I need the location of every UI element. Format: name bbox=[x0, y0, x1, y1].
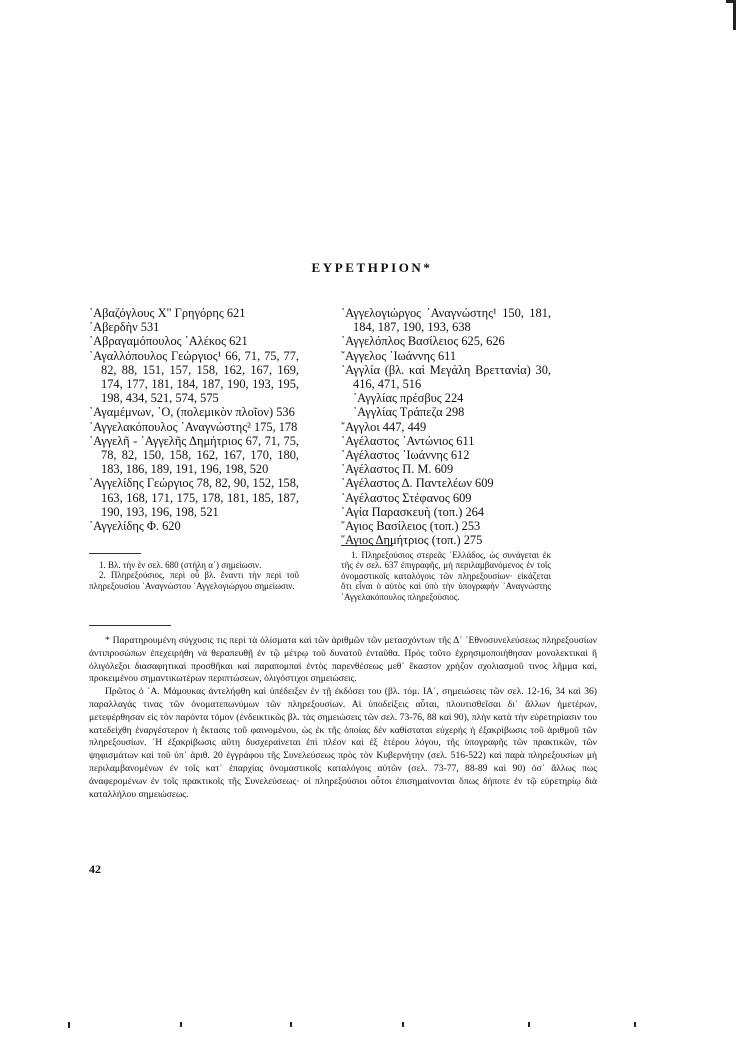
index-entry: ᾿Αγγελόπλος Βασίλειος 625, 626 bbox=[341, 334, 505, 349]
index-entry: ᾿Αγέλαστος Στέφανος 609 bbox=[341, 490, 472, 505]
index-entry: ῞Αγιος Βασίλειος (τοπ.) 253 bbox=[341, 519, 481, 534]
scan-mark bbox=[528, 1022, 530, 1027]
scan-mark bbox=[733, 0, 736, 30]
index-entry: ᾿Αβερδὴν 531 bbox=[89, 320, 160, 335]
note-paragraph: Πρῶτος ὁ ᾿Α. Μάμουκας ἀντελήφθη καὶ ὑπέδειξεν ἐν τῇ ἐκδόσει του (βλ. τόμ. ΙΑ΄, σημειώσεις τῶν σελ. 12-16, 34 καὶ 36) παραλλαγάς τινας τῶν ὀνοματεπωνύμων τῶν πληρεξουσίων. Αἱ ὑποδείξεις αὗται, πλουτισθεῖσαι δι᾿ ἄλλων ἡμετέρων, μετεφέρθησαν εἰς τὸν παρόντα τόμον (ἐνδεικτικῶς βλ. τὰς σημειώσεις τῶν σελ. 73-76, 88 καὶ 90), πλὴν κατὰ τὴν εὑρετηρίασιν του κατεδείχθη ἐναργέστερον ἡ ἔκτασις τοῦ φαινομένου, ὡς ἐκ τῆς ὁποίας δὲν καθίσταται εὐχερὴς ἡ ἐξακρίβωσις τοῦ ἀριθμοῦ τῶν πληρεξουσίων. ῾Η ἐξακρίβωσις αὕτη δυσχεραίνεται ἐπὶ πλέον καὶ ἐξ ἑτέρου λόγου, τῆς ὑπογραφῆς τῶν πρακτικῶν, τῶν ψηφισμάτων καὶ τοῦ ὑπ᾿ ἀριθ. 20 ἐγγράφου τῆς Συνελεύσεως πρὸς τὸν Κυβερνήτην (σελ. 516-522) καὶ παρὰ πληρεξουσίων μὴ περιλαμβανομένων ἐν τοῖς κατ᾿ ἐπαρχίας ὀνομαστικοῖς καταλόγοις αὐτῶν (σελ. 73-77, 88-89 καὶ 90) ὁσ᾿ ἄλλως πως ἀναφερομένων ἐν τοῖς πρακτικοῖς τῆς Συνελεύσεως· οἱ πληρεξούσιοι οὗτοι ἐπισημαίνονται ὅπως δήποτε ἐν τῷ εὑρετηρίῳ διὰ καταλλήλου σημειώσεως. bbox=[89, 686, 597, 800]
footnotes-right bbox=[341, 550, 551, 602]
index-column-right bbox=[341, 306, 551, 547]
index-entry: ᾿Αβαζόγλους Χ" Γρηγόρης 621 bbox=[89, 306, 246, 320]
index-entry: ῎Αγγλοι 447, 449 bbox=[341, 419, 427, 434]
page-number: 42 bbox=[89, 862, 101, 876]
scan-mark bbox=[180, 1022, 182, 1027]
note-separator bbox=[89, 625, 171, 626]
index-entry: ῎Αγγελος ᾿Ιωάννης 611 bbox=[341, 348, 457, 363]
index-entry: ᾿Αγέλαστος ᾿Αντώνιος 611 bbox=[341, 433, 475, 448]
note-paragraph: * Παρατηρουμένη σύγχυσις τις περὶ τὰ ὀλίσματα καὶ τῶν ἀριθμῶν τῶν μετασχόντων τῆς Δ΄ ᾿Εθνοσυνελεύσεως πληρεξουσίων ἀντιπροσώπων ἐπεχειρήθη νὰ θεραπευθῇ ἐν τῷ μέτρῳ τοῦ δυνατοῦ ἐνταῦθα. Πρὸς τοῦτο ἐχρησιμοποιήθησαν μονολεκτικαὶ ἢ ὀλιγόλεξοι διασαφητικαὶ προσθῆκαι καὶ παραπομπαὶ ἐντὸς παρενθέσεως μεθ᾿ ἕκαστον χρήζον σχολιασμοῦ τινος λῆμμα καί, προκειμένου σημαντικωτέρων περιπτώσεων, ὀλιγόστιχοι σημειώσεις. bbox=[89, 635, 597, 685]
index-entry: ᾿Αγαλλόπουλος Γεώργιος¹ 66, 71, 75, 77, 82, 88, 151, 157, 158, 162, 167, 169, 174, 177, 181, 184, 187, 190, 193, 195, 198, 434, 521, 574, 575 bbox=[89, 348, 299, 406]
scan-mark bbox=[634, 1022, 636, 1027]
index-entry: ᾿Αγέλαστος Δ. Παντελέων 609 bbox=[341, 476, 494, 491]
footnote: 1. Πληρεξούσιος στερεᾶς ῾Ελλάδος, ὡς συνάγεται ἐκ τῆς ἐν σελ. 637 ἐπιγραφῆς, μὴ περιλαμβανόμενος ἐν τοῖς ὀνομαστικοῖς καταλόγοις τῶν πληρεξουσίων· εἰκάζεται ὅτι εἶναι ὁ αὐτὸς καὶ ὑπὸ τὴν ὑπογραφὴν ᾿Αναγνώστης ᾿Αγγελακόπουλος πληρεξούσιος. bbox=[341, 550, 551, 602]
index-entry: ᾿Αγέλαστος ᾿Ιωάννης 612 bbox=[341, 448, 470, 463]
index-subentry: ᾿Αγγλίας πρέσβυς 224 bbox=[353, 391, 464, 406]
footnote-separator-left bbox=[89, 553, 141, 554]
scan-mark bbox=[68, 1022, 70, 1028]
index-subentry: ᾿Αγγλίας Τράπεζα 298 bbox=[353, 405, 465, 420]
index-entry: ᾿Αγγελῆ - ᾿Αγγελῆς Δημήτριος 67, 71, 75, 78, 82, 150, 158, 162, 167, 170, 180, 183, 186, 189, 191, 196, 198, 520 bbox=[89, 433, 299, 477]
index-entry: ᾿Αγγελακόπουλος ᾿Αναγνώστης² 175, 178 bbox=[89, 419, 298, 434]
footnote-separator-right bbox=[341, 545, 393, 546]
footnotes-left bbox=[89, 560, 299, 591]
index-entry: ᾿Αγγελίδης Γεώργιος 78, 82, 90, 152, 158, 163, 168, 171, 175, 178, 181, 185, 187, 190, 193, 196, 198, 521 bbox=[89, 476, 299, 519]
index-entry: ᾿Αγγελογιώργος ᾿Αναγνώστης¹ 150, 181, 184, 187, 190, 193, 638 bbox=[341, 306, 551, 335]
index-entry: ᾿Αγγελίδης Φ. 620 bbox=[89, 519, 181, 534]
page-title: ΕΥΡΕΤΗΡΙΟΝ* bbox=[311, 260, 433, 275]
index-entry: ῾Αγία Παρασκευὴ (τοπ.) 264 bbox=[341, 504, 485, 519]
index-column-left bbox=[89, 306, 299, 533]
scan-mark bbox=[402, 1022, 404, 1027]
footnote: 2. Πληρεξούσιος, περὶ οὗ βλ. ἔναντι τὴν περὶ τοῦ πληρεξουσίου ᾿Αναγνώστου ᾿Αγγελογιώργου σημείωσιν. bbox=[89, 570, 299, 591]
general-note bbox=[89, 635, 597, 801]
scan-mark bbox=[290, 1022, 292, 1027]
index-entry: ῞Αγιος Δημήτριος (τοπ.) 275 bbox=[341, 533, 483, 548]
footnote: 1. Βλ. τὴν ἐν σελ. 680 (στήλη α΄) σημείωσιν. bbox=[99, 560, 262, 570]
index-entry: ᾿Αγέλαστος Π. Μ. 609 bbox=[341, 462, 454, 477]
index-entry: ᾿Αβραγαμόπουλος ᾿Αλέκος 621 bbox=[89, 334, 248, 349]
index-entry: ᾿Αγγλία (βλ. καὶ Μεγάλη Βρεττανία) 30, 416, 471, 516 bbox=[341, 362, 551, 392]
index-entry: ᾿Αγαμέμνων, ᾿Ο, (πολεμικὸν πλοῖον) 536 bbox=[89, 405, 295, 420]
